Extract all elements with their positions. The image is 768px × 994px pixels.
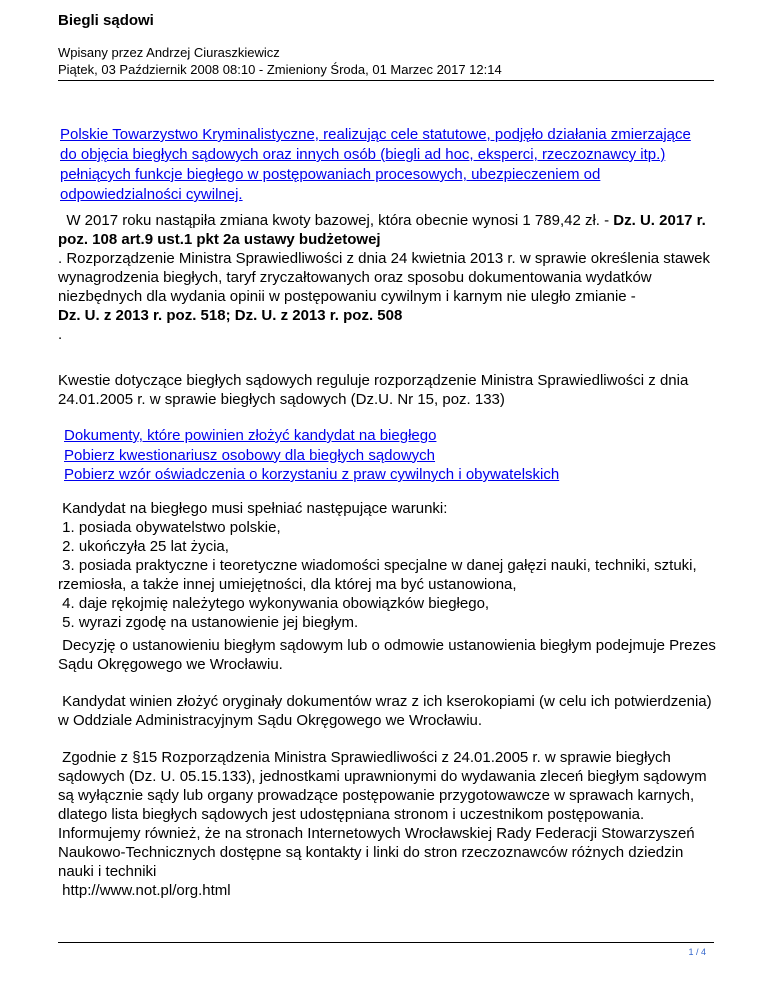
info-text: Zgodnie z §15 Rozporządzenia Ministra Sprawiedliwości z 24.01.2005 r. w sprawie biegłych sądowych (Dz. U. 05.15.133), jednostkami uprawnionymi do wydawania zleceń biegłym sądowym są wyłącznie sądy lub organy prowadzące postępowanie przygotowawcze w sprawach karnych, dlatego lista biegłych sądowych jest udostępniana stronom i uczestnikom postępowania. Informujemy również, że na stronach Internetowych Wrocławskiej Rady Federacji Stowarzyszeń Naukowo-Technicznych dostępne są kontakty i linki do stron rzeczoznawców różnych dziedzin nauki i techniki — [58, 749, 711, 880]
condition-item: 2. ukończyła 25 lat życia, — [58, 538, 229, 555]
change-bold-2: Dz. U. z 2013 r. poz. 518; Dz. U. z 2013 r. poz. 508 — [58, 307, 403, 324]
page-title: Biegli sądowi — [58, 12, 154, 29]
conditions-heading: Kandydat na biegłego musi spełniać następujące warunki: — [58, 500, 448, 517]
condition-item: 3. posiada praktyczne i teoretyczne wiadomości specjalne w danej gałęzi nauki, techniki, sztuki, rzemiosła, a także innej umiejętności, dla której ma być ustanowiona, — [58, 557, 701, 593]
documents-text: Kandydat winien złożyć oryginały dokumentów wraz z ich kserokopiami (w celu ich potwierdzenia) w Oddziale Administracyjnym Sądu Okręgowego we Wrocławiu. — [58, 693, 716, 729]
link-documents[interactable]: Dokumenty, które powinien złożyć kandydat na biegłego — [64, 427, 437, 444]
change-paragraph — [58, 211, 722, 344]
link-declaration[interactable]: Pobierz wzór oświadczenia o korzystaniu z praw cywilnych i obywatelskich — [64, 466, 560, 483]
documents-paragraph — [58, 692, 722, 730]
article-meta — [58, 44, 502, 78]
change-text-1: W 2017 roku nastąpiła zmiana kwoty bazowej, która obecnie wynosi 1 789,42 zł. - — [58, 212, 614, 229]
author-line: Wpisany przez Andrzej Ciuraszkiewicz — [58, 45, 280, 60]
regulation-paragraph — [58, 371, 722, 409]
info-paragraph — [58, 748, 722, 900]
condition-item: 1. posiada obywatelstwo polskie, — [58, 519, 281, 536]
change-bold-1: Dz. U. 2017 r. poz. 108 art.9 ust.1 pkt 2a ustawy budżetowej — [58, 212, 706, 248]
header-divider — [58, 80, 714, 81]
change-text-2: . Rozporządzenie Ministra Sprawiedliwości z dnia 24 kwietnia 2013 r. w sprawie określenia stawek wynagrodzenia biegłych, taryf zryczałtowanych oraz sposobu dokumentowania wydatków niezbędnych dla wydania opinii w postępowaniu cywilnym i karnym nie uległo zmianie - — [58, 250, 710, 305]
conditions-section — [58, 499, 722, 632]
date-line: Piątek, 03 Październik 2008 08:10 - Zmieniony Środa, 01 Marzec 2017 12:14 — [58, 62, 502, 77]
insurance-link[interactable]: Polskie Towarzystwo Kryminalistyczne, realizując cele statutowe, podjęło działania zmierzające do objęcia biegłych sądowych oraz innych osób (biegli ad hoc, eksperci, rzeczoznawcy itp.) pełniących funkcje biegłego w postępowaniach procesowych, ubezpieczeniem od odpowiedzialności cywilnej. — [60, 126, 691, 203]
footer-divider — [58, 942, 714, 943]
condition-item: 4. daje rękojmię należytego wykonywania obowiązków biegłego, — [58, 595, 490, 612]
link-questionnaire[interactable]: Pobierz kwestionariusz osobowy dla biegłych sądowych — [64, 446, 436, 464]
decision-text: Decyzję o ustanowieniu biegłym sądowym lub o odmowie ustanowienia biegłym podejmuje Prezes Sądu Okręgowego we Wrocławiu. — [58, 637, 721, 673]
download-links — [64, 426, 559, 485]
decision-paragraph — [58, 636, 722, 674]
intro-paragraph — [60, 125, 700, 205]
change-dot: . — [58, 326, 63, 343]
info-url: http://www.not.pl/org.html — [58, 882, 231, 899]
regulation-text: Kwestie dotyczące biegłych sądowych reguluje rozporządzenie Ministra Sprawiedliwości z dnia 24.01.2005 r. w sprawie biegłych sądowych (Dz.U. Nr 15, poz. 133) — [58, 372, 689, 408]
condition-item: 5. wyrazi zgodę na ustanowienie jej biegłym. — [58, 614, 359, 631]
page-number: 1 / 4 — [688, 947, 706, 957]
